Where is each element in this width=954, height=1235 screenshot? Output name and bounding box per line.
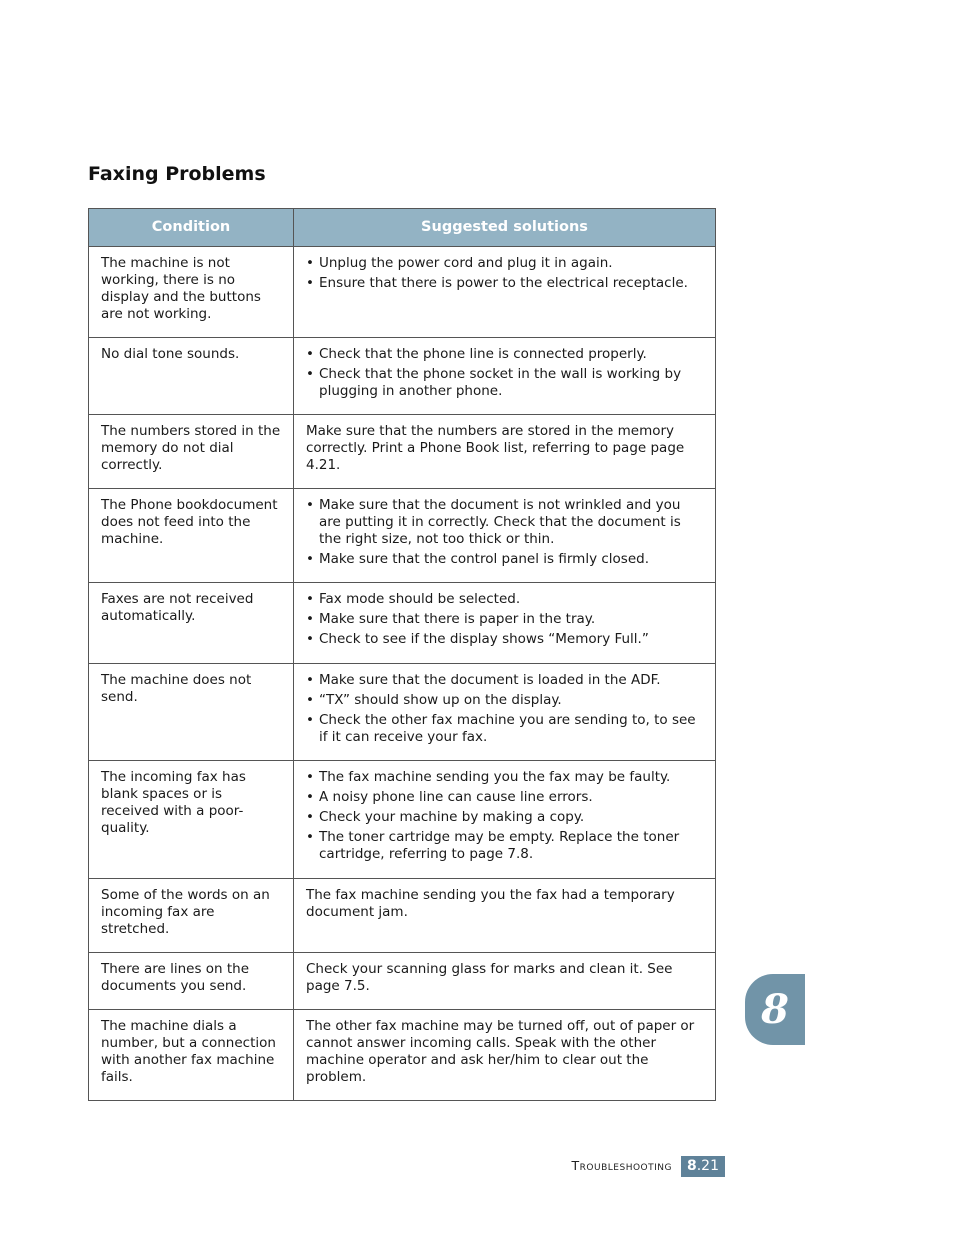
solution-cell (294, 761, 716, 879)
table-row (89, 953, 716, 1010)
solution-cell: The fax machine sending you the fax had a temporary document jam. (294, 879, 716, 953)
solution-item: • Check that the phone socket in the wall is working by plugging in another phone. (306, 366, 703, 400)
table-row (89, 1010, 716, 1101)
condition-cell: The incoming fax has blank spaces or is received with a poor-quality. (89, 761, 294, 879)
solution-list (306, 346, 703, 400)
solution-item: • Fax mode should be selected. (306, 591, 703, 608)
condition-cell: Some of the words on an incoming fax are stretched. (89, 879, 294, 953)
solution-item: • Check that the phone line is connected properly. (306, 346, 703, 363)
chapter-tab: 8 (745, 974, 805, 1045)
table-row (89, 879, 716, 953)
solution-item: • Check your machine by making a copy. (306, 809, 703, 826)
condition-cell: The machine does not send. (89, 664, 294, 761)
solution-cell (294, 338, 716, 415)
solution-item: • Make sure that there is paper in the tray. (306, 611, 703, 628)
solution-item: • Ensure that there is power to the electrical receptacle. (306, 275, 703, 292)
page-number-badge (681, 1156, 725, 1177)
footer-section-label: Troubleshooting (571, 1158, 672, 1173)
solution-item: • The toner cartridge may be empty. Replace the toner cartridge, referring to page 7.8. (306, 829, 703, 863)
solution-list (306, 591, 703, 648)
solution-item: • Check to see if the display shows “Memory Full.” (306, 631, 703, 648)
troubleshooting-table (88, 208, 716, 1101)
condition-cell: There are lines on the documents you send. (89, 953, 294, 1010)
solution-item: • Make sure that the document is loaded in the ADF. (306, 672, 703, 689)
table-row (89, 761, 716, 879)
solution-cell: Check your scanning glass for marks and clean it. See page 7.5. (294, 953, 716, 1010)
table-header-row (89, 209, 716, 247)
solution-list (306, 769, 703, 863)
section-title: Faxing Problems (88, 163, 266, 185)
solution-cell: Make sure that the numbers are stored in the memory correctly. Print a Phone Book list, referring to page page 4.21. (294, 415, 716, 489)
solution-cell (294, 583, 716, 664)
table-row (89, 247, 716, 338)
solution-item: • Check the other fax machine you are sending to, to see if it can receive your fax. (306, 712, 703, 746)
table-row (89, 338, 716, 415)
page-chapter: 8 (686, 1158, 697, 1174)
solution-cell (294, 247, 716, 338)
table-row (89, 415, 716, 489)
condition-cell: The Phone bookdocument does not feed into the machine. (89, 489, 294, 583)
table-row (89, 489, 716, 583)
solution-cell: The other fax machine may be turned off, out of paper or cannot answer incoming calls. Speak with the other machine operator and ask her/him to clear out the problem. (294, 1010, 716, 1101)
solution-item: • Make sure that the control panel is firmly closed. (306, 551, 703, 568)
condition-cell: Faxes are not received automatically. (89, 583, 294, 664)
solution-item: • Unplug the power cord and plug it in again. (306, 255, 703, 272)
page-number: .21 (696, 1158, 719, 1174)
solution-item: • The fax machine sending you the fax may be faulty. (306, 769, 703, 786)
page-footer (0, 1156, 954, 1178)
solution-item: • A noisy phone line can cause line errors. (306, 789, 703, 806)
header-solutions: Suggested solutions (294, 209, 716, 247)
header-condition: Condition (89, 209, 294, 247)
solution-list (306, 497, 703, 568)
table-row (89, 664, 716, 761)
solution-item: • Make sure that the document is not wrinkled and you are putting it in correctly. Check that the document is the right size, not too thick or thin. (306, 497, 703, 548)
solution-item: • “TX” should show up on the display. (306, 692, 703, 709)
table-row (89, 583, 716, 664)
condition-cell: The machine dials a number, but a connection with another fax machine fails. (89, 1010, 294, 1101)
solution-list (306, 672, 703, 746)
condition-cell: No dial tone sounds. (89, 338, 294, 415)
solution-list (306, 255, 703, 292)
solution-cell (294, 489, 716, 583)
condition-cell: The numbers stored in the memory do not dial correctly. (89, 415, 294, 489)
condition-cell: The machine is not working, there is no display and the buttons are not working. (89, 247, 294, 338)
solution-cell (294, 664, 716, 761)
